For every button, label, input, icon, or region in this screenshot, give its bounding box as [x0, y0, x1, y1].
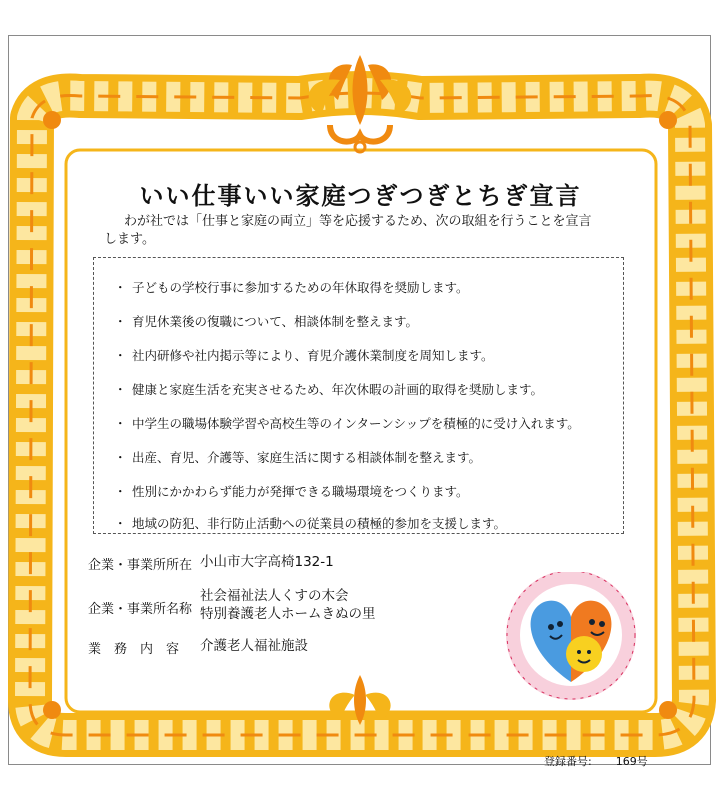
business-value: 介護老人福祉施設	[200, 638, 308, 654]
location-label: 企業・事業所所在	[88, 558, 193, 573]
commitments-box	[93, 257, 624, 534]
commitment-item: ・ 社内研修や社内掲示等により、育児介護休業制度を周知します。	[114, 348, 494, 363]
intro-text: わが社では「仕事と家庭の両立」等を応援するため、次の取組を行うことを宣言します。	[104, 214, 592, 247]
commitment-item: ・ 子どもの学校行事に参加するための年休取得を奨励します。	[114, 280, 469, 295]
commitment-item: ・ 健康と家庭生活を充実させるため、年次休暇の計画的取得を奨励します。	[114, 382, 544, 397]
commitment-item: ・ 中学生の職場体験学習や高校生等のインターンシップを積極的に受け入れます。	[114, 416, 580, 431]
declaration-logo	[496, 572, 646, 702]
location-value: 小山市大字高椅132-1	[200, 554, 334, 570]
certificate-title: いい仕事いい家庭つぎつぎとちぎ宣言	[139, 181, 582, 210]
top-ornament	[309, 55, 411, 152]
business-label: 業 務 内 容	[88, 642, 180, 657]
registration-value: 169号	[615, 755, 648, 768]
registration-number	[544, 753, 648, 769]
name-value-line1: 社会福祉法人くすの木会	[200, 588, 349, 604]
commitment-item: ・ 性別にかかわらず能力が発揮できる職場環境をつくります。	[114, 484, 469, 499]
name-value-line2: 特別養護老人ホームきぬの里	[200, 606, 376, 622]
registration-label: 登録番号:	[544, 755, 592, 768]
commitment-item: ・ 育児休業後の復職について、相談体制を整えます。	[114, 314, 419, 329]
commitment-item: ・ 地域の防犯、非行防止活動への従業員の積極的参加を支援します。	[114, 516, 507, 531]
name-label: 企業・事業所名称	[88, 602, 193, 617]
commitment-item: ・ 出産、育児、介護等、家庭生活に関する相談体制を整えます。	[114, 450, 482, 465]
